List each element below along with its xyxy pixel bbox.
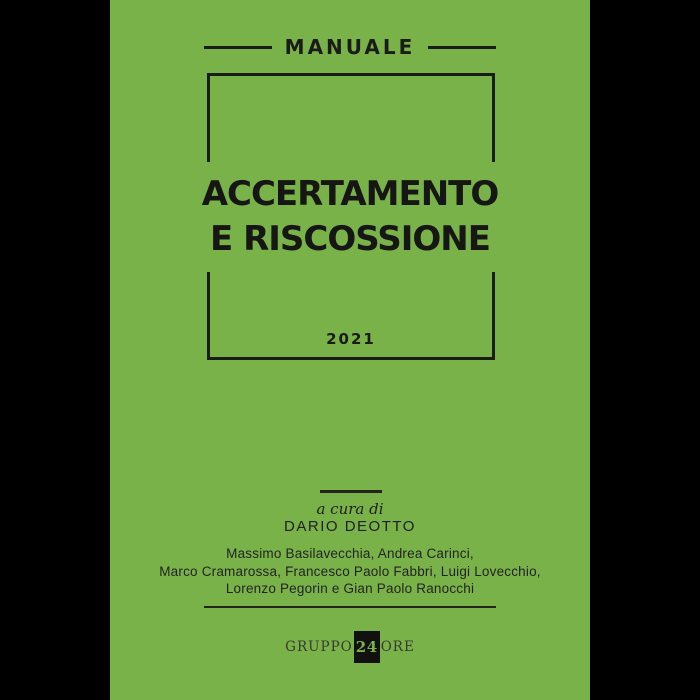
authors-line-1: Massimo Basilavecchia, Andrea Carinci, bbox=[226, 546, 474, 561]
book-title-line-1: ACCERTAMENTO bbox=[201, 174, 499, 214]
editor-name: DARIO DEOTTO bbox=[284, 518, 416, 535]
series-label: MANUALE bbox=[284, 35, 416, 59]
editor-divider-rule bbox=[320, 490, 382, 493]
publisher-logo bbox=[110, 631, 590, 663]
edited-by-label: a cura di bbox=[316, 500, 384, 518]
publisher-logo-left-text: GRUPPO bbox=[285, 639, 353, 655]
publisher-logo-24-text: 24 bbox=[355, 638, 378, 656]
edition-year: 2021 bbox=[326, 330, 376, 348]
series-header bbox=[110, 34, 590, 60]
letterbox-left bbox=[0, 0, 110, 700]
footer-divider-rule bbox=[204, 606, 496, 608]
series-dash-left bbox=[204, 46, 272, 49]
book-cover bbox=[110, 0, 590, 700]
book-title-line-2: E RISCOSSIONE bbox=[210, 219, 490, 259]
publisher-logo-right-text: ORE bbox=[380, 639, 415, 655]
authors-line-2: Marco Cramarossa, Francesco Paolo Fabbri, Luigi Lovecchio, bbox=[159, 563, 541, 579]
series-dash-right bbox=[428, 46, 496, 49]
authors-list bbox=[110, 545, 590, 598]
letterbox-right bbox=[590, 0, 700, 700]
publisher-logo-24-box bbox=[354, 631, 380, 663]
title-block bbox=[110, 162, 590, 272]
authors-line-3: Lorenzo Pegorin e Gian Paolo Ranocchi bbox=[225, 581, 475, 596]
